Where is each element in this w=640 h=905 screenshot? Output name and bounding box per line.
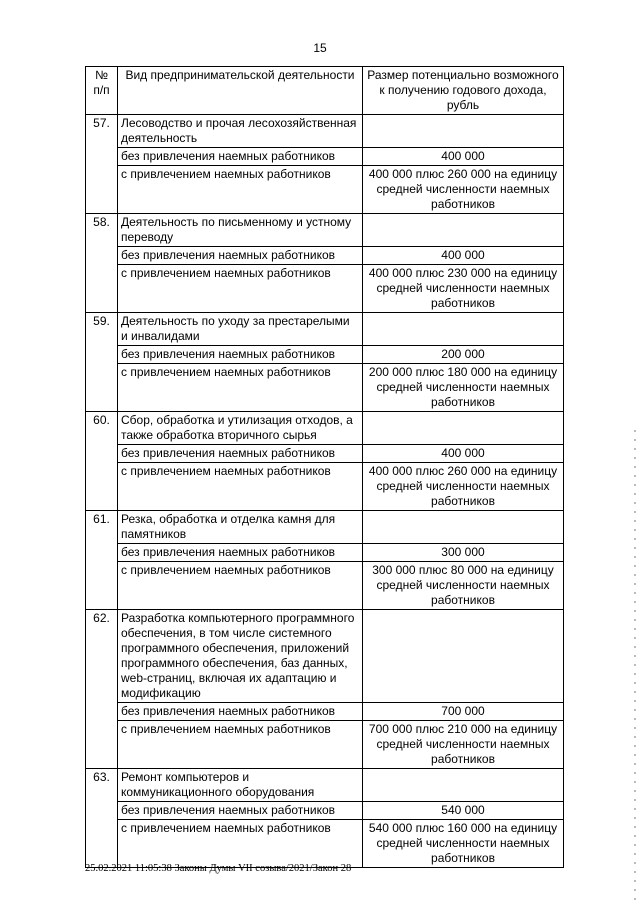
- row-number-cont: [86, 265, 118, 313]
- table-header-row: [86, 67, 564, 115]
- row-number-cont: [86, 703, 118, 721]
- activity-name: Сбор, обработка и утилизация отходов, а также обработка вторичного сырья: [118, 412, 363, 445]
- with-workers-row: [86, 463, 564, 511]
- activity-row: [86, 115, 564, 148]
- row-number: 58.: [86, 214, 118, 247]
- without-workers-label: без привлечения наемных работников: [118, 544, 363, 562]
- with-workers-amount: 400 000 плюс 230 000 на единицу средней численности наемных работников: [363, 265, 564, 313]
- income-table: [85, 66, 564, 868]
- row-number-cont: [86, 463, 118, 511]
- without-workers-label: без привлечения наемных работников: [118, 346, 363, 364]
- header-activity: Вид предпринимательской деятельности: [118, 67, 363, 115]
- with-workers-row: [86, 820, 564, 868]
- with-workers-amount: 400 000 плюс 260 000 на единицу средней численности наемных работников: [363, 166, 564, 214]
- activity-amount-empty: [363, 214, 564, 247]
- row-number-cont: [86, 148, 118, 166]
- row-number-cont: [86, 346, 118, 364]
- with-workers-amount: 400 000 плюс 260 000 на единицу средней численности наемных работников: [363, 463, 564, 511]
- scan-edge-marks: [634, 430, 636, 900]
- activity-row: [86, 769, 564, 802]
- document-footer: 25.02.2021 11:05:38 Законы Думы VII созыва/2021/Закон 28: [85, 863, 352, 874]
- without-workers-amount: 540 000: [363, 802, 564, 820]
- with-workers-label: с привлечением наемных работников: [118, 166, 363, 214]
- without-workers-row: [86, 703, 564, 721]
- without-workers-label: без привлечения наемных работников: [118, 148, 363, 166]
- activity-row: [86, 412, 564, 445]
- row-number-cont: [86, 721, 118, 769]
- without-workers-row: [86, 148, 564, 166]
- with-workers-amount: 700 000 плюс 210 000 на единицу средней численности наемных работников: [363, 721, 564, 769]
- with-workers-label: с привлечением наемных работников: [118, 364, 363, 412]
- with-workers-label: с привлечением наемных работников: [118, 721, 363, 769]
- without-workers-label: без привлечения наемных работников: [118, 247, 363, 265]
- without-workers-amount: 400 000: [363, 247, 564, 265]
- with-workers-row: [86, 364, 564, 412]
- header-income: Размер потенциально возможного к получению годового дохода, рубль: [363, 67, 564, 115]
- row-number-cont: [86, 802, 118, 820]
- without-workers-row: [86, 346, 564, 364]
- row-number-cont: [86, 820, 118, 868]
- with-workers-label: с привлечением наемных работников: [118, 562, 363, 610]
- with-workers-row: [86, 265, 564, 313]
- row-number: 63.: [86, 769, 118, 802]
- without-workers-label: без привлечения наемных работников: [118, 445, 363, 463]
- activity-amount-empty: [363, 610, 564, 703]
- row-number: 61.: [86, 511, 118, 544]
- row-number-cont: [86, 544, 118, 562]
- row-number-cont: [86, 562, 118, 610]
- without-workers-amount: 700 000: [363, 703, 564, 721]
- activity-row: [86, 511, 564, 544]
- without-workers-row: [86, 802, 564, 820]
- activity-name: Лесоводство и прочая лесохозяйственная деятельность: [118, 115, 363, 148]
- row-number: 57.: [86, 115, 118, 148]
- activity-row: [86, 214, 564, 247]
- with-workers-amount: 200 000 плюс 180 000 на единицу средней численности наемных работников: [363, 364, 564, 412]
- without-workers-label: без привлечения наемных работников: [118, 703, 363, 721]
- page-number: 15: [313, 41, 327, 55]
- with-workers-row: [86, 166, 564, 214]
- row-number-cont: [86, 247, 118, 265]
- with-workers-label: с привлечением наемных работников: [118, 463, 363, 511]
- without-workers-row: [86, 247, 564, 265]
- without-workers-amount: 200 000: [363, 346, 564, 364]
- with-workers-label: с привлечением наемных работников: [118, 820, 363, 868]
- without-workers-amount: 400 000: [363, 148, 564, 166]
- activity-amount-empty: [363, 313, 564, 346]
- row-number-cont: [86, 166, 118, 214]
- row-number: 62.: [86, 610, 118, 703]
- activity-row: [86, 313, 564, 346]
- without-workers-label: без привлечения наемных работников: [118, 802, 363, 820]
- with-workers-amount: 540 000 плюс 160 000 на единицу средней численности наемных работников: [363, 820, 564, 868]
- with-workers-amount: 300 000 плюс 80 000 на единицу средней численности наемных работников: [363, 562, 564, 610]
- with-workers-label: с привлечением наемных работников: [118, 265, 363, 313]
- row-number-cont: [86, 364, 118, 412]
- without-workers-amount: 400 000: [363, 445, 564, 463]
- activity-name: Ремонт компьютеров и коммуникационного оборудования: [118, 769, 363, 802]
- activity-row: [86, 610, 564, 703]
- activity-amount-empty: [363, 115, 564, 148]
- without-workers-row: [86, 544, 564, 562]
- activity-name: Разработка компьютерного программного обеспечения, в том числе системного программного обеспечения, приложений программного обеспечения, баз данных, web-страниц, включая их адаптацию и модификацию: [118, 610, 363, 703]
- row-number: 60.: [86, 412, 118, 445]
- activity-name: Деятельность по письменному и устному переводу: [118, 214, 363, 247]
- without-workers-amount: 300 000: [363, 544, 564, 562]
- with-workers-row: [86, 562, 564, 610]
- activity-amount-empty: [363, 769, 564, 802]
- activity-amount-empty: [363, 412, 564, 445]
- activity-amount-empty: [363, 511, 564, 544]
- header-number: № п/п: [86, 67, 118, 115]
- with-workers-row: [86, 721, 564, 769]
- row-number: 59.: [86, 313, 118, 346]
- without-workers-row: [86, 445, 564, 463]
- activity-name: Резка, обработка и отделка камня для памятников: [118, 511, 363, 544]
- row-number-cont: [86, 445, 118, 463]
- activity-name: Деятельность по уходу за престарелыми и инвалидами: [118, 313, 363, 346]
